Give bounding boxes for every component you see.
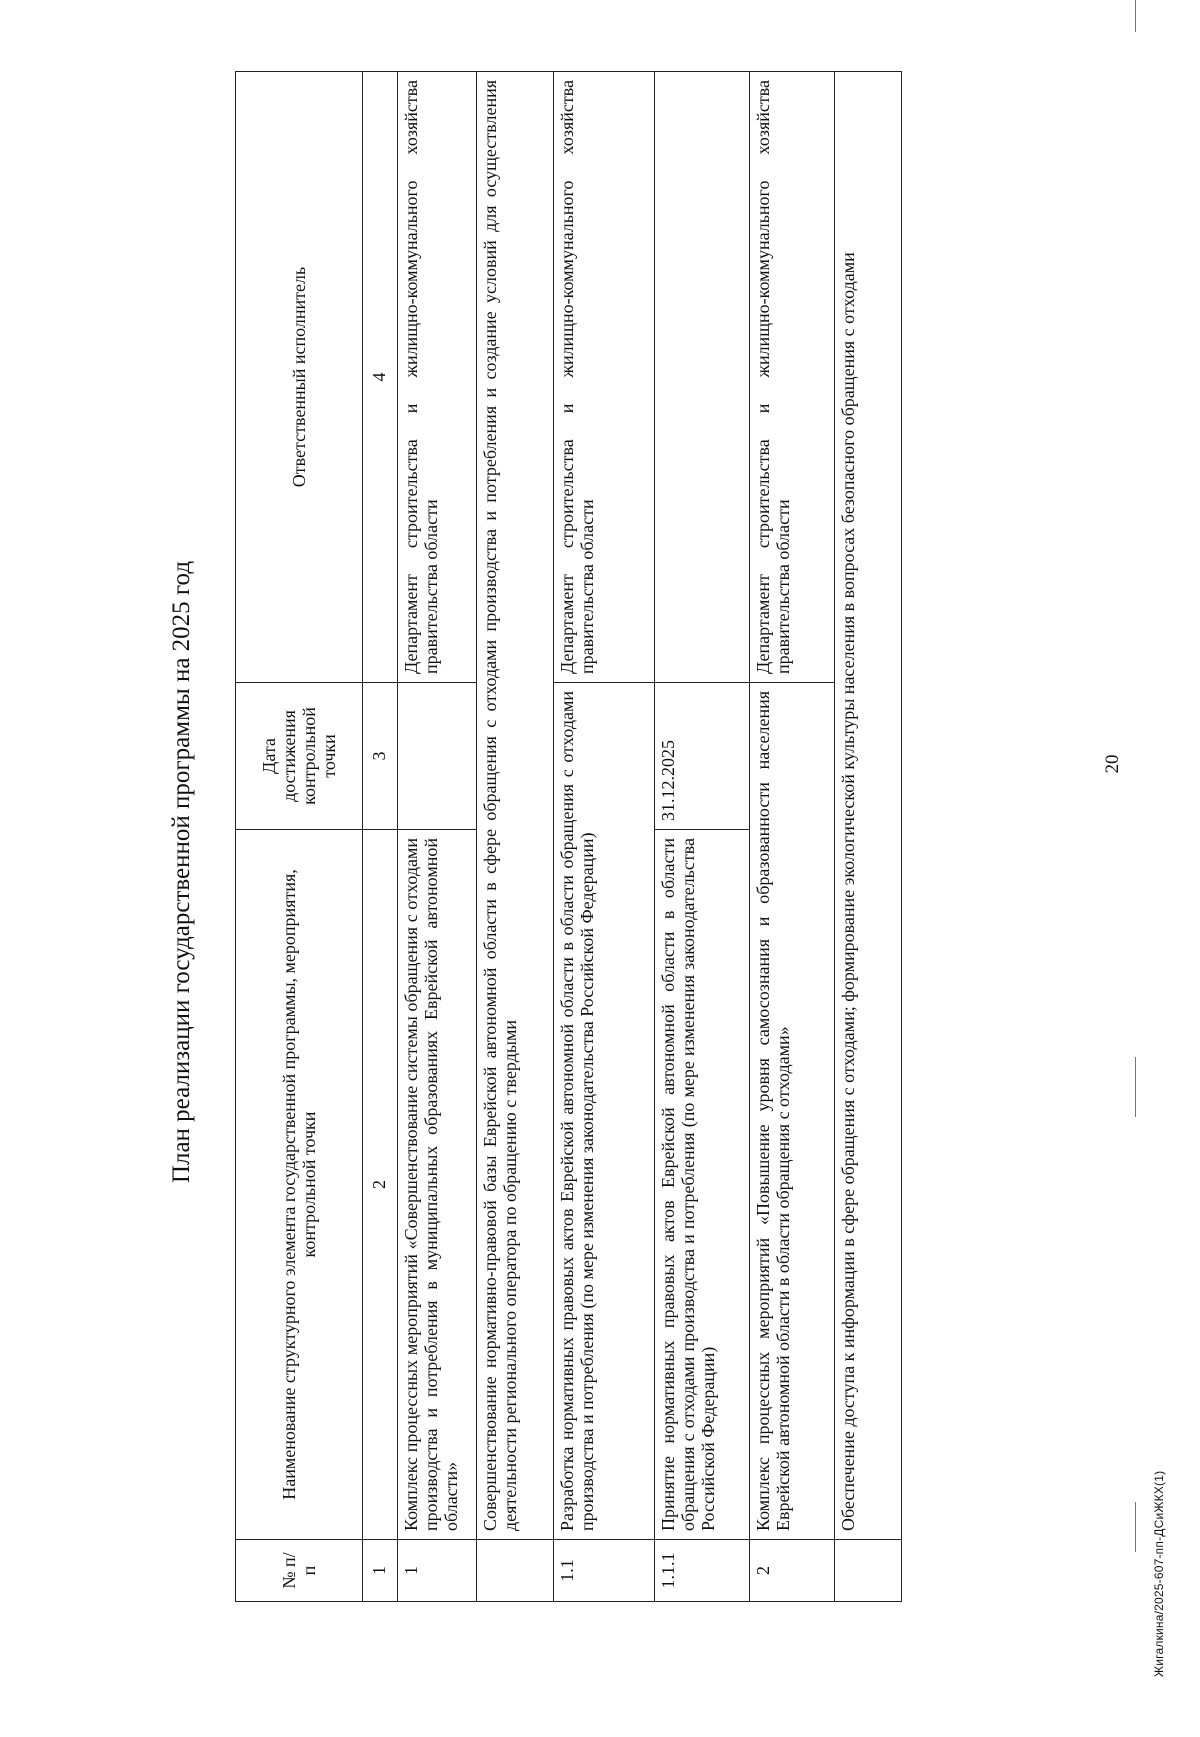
row-name: Комплекс процессных мероприятий «Повышение уровня самосознания и образованности населения Еврейской автономной области в области обращения с отходами» [750,683,835,1540]
column-index-3: 3 [363,683,398,830]
section-row [835,72,902,1602]
column-index-row [363,72,398,1602]
column-index-2: 2 [363,830,398,1540]
row-responsible [655,72,750,683]
row-number: 1.1 [554,1540,655,1602]
header-number: № п/п [236,1540,363,1602]
column-index-4: 4 [363,72,398,683]
row-date [398,683,477,830]
page-number: 20 [1102,754,1123,774]
column-index-1: 1 [363,1540,398,1602]
table-row [750,72,835,1602]
section-number-cell [835,1540,902,1602]
row-name: Принятие нормативных правовых актов Еврейской автономной области в области обращения с отходами производства и потребления (по мере изменения законодательства Российской Федерации) [655,830,750,1540]
header-name: Наименование структурного элемента государственной программы, мероприятия, контрольной точки [236,830,363,1540]
header-responsible: Ответственный исполнитель [236,72,363,683]
table-header-row [236,72,363,1602]
margin-line [1135,0,1136,32]
plan-table [235,71,902,1602]
section-text: Обеспечение доступа к информации в сфере обращения с отходами; формирование экологической культуры населения в вопросах безопасного обращения с отходами [835,72,902,1540]
section-text: Совершенствование нормативно-правовой базы Еврейской автономной области в сфере обращения с отходами производства и потребления и создание условий для осуществления деятельности регионального оператора по обращению с твердыми [477,72,554,1540]
row-date: 31.12.2025 [655,683,750,830]
row-number: 1.1.1 [655,1540,750,1602]
row-number: 2 [750,1540,835,1602]
table-row [398,72,477,1602]
margin-line [1135,1502,1136,1552]
footer-stamp: Жигалкина/2025-607-пп-ДСиЖКХ(1) [1152,1470,1166,1677]
row-responsible: Департамент строительства и жилищно-коммунального хозяйства правительства области [750,72,835,683]
section-number-cell [477,1540,554,1602]
row-responsible: Департамент строительства и жилищно-коммунального хозяйства правительства области [554,72,655,683]
table-row [554,72,655,1602]
margin-line [1135,1057,1136,1117]
header-date: Дата достижения контрольной точки [236,683,363,830]
row-name: Разработка нормативных правовых актов Еврейской автономной области в области обращения с отходами производства и потребления (по мере изменения законодательства Российской Федерации) [554,683,655,1540]
row-responsible: Департамент строительства и жилищно-коммунального хозяйства правительства области [398,72,477,683]
section-row [477,72,554,1602]
row-number: 1 [398,1540,477,1602]
row-name: Комплекс процессных мероприятий «Совершенствование системы обращения с отходами производства и потребления в муниципальных образованиях Еврейской автономной области» [398,830,477,1540]
table-row [655,72,750,1602]
page-title: План реализации государственной программы на 2025 год [168,560,195,1184]
